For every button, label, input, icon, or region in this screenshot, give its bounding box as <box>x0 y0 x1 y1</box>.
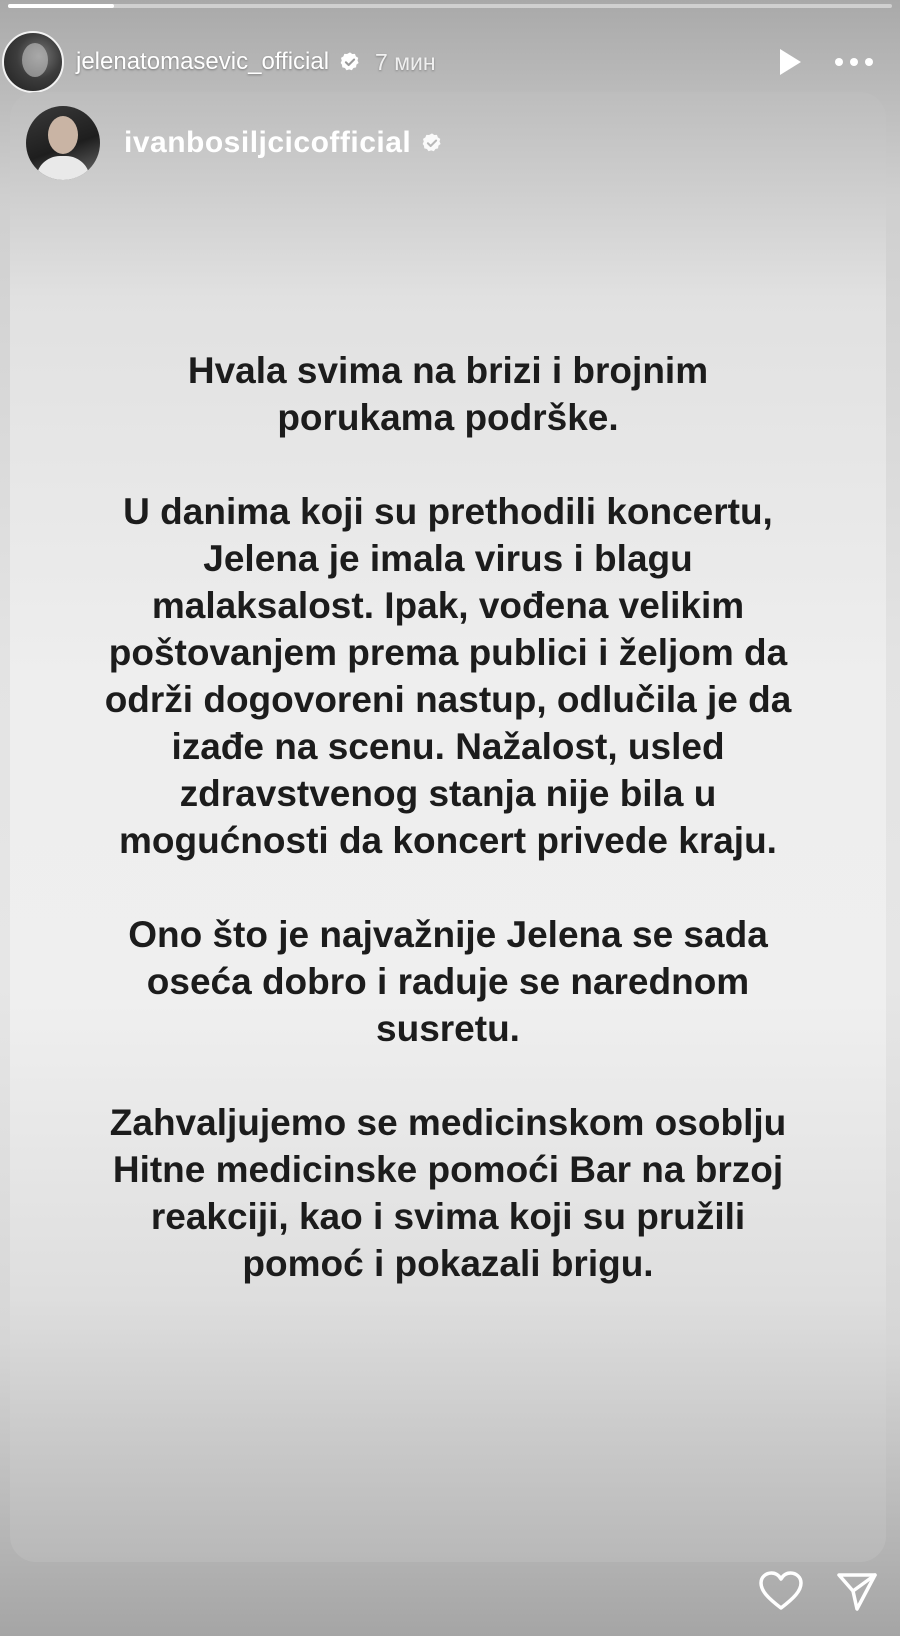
message-line: susretu. <box>376 1008 520 1049</box>
shared-author-username[interactable]: ivanbosiljcicofficial <box>124 126 412 159</box>
message-paragraph <box>10 347 886 441</box>
message-line: poštovanjem prema publici i željom da <box>108 632 788 673</box>
more-options-button[interactable] <box>830 44 878 80</box>
message-line: pomoć i pokazali brigu. <box>242 1243 654 1284</box>
message-line: zdravstvenog stanja nije bila u <box>179 773 717 814</box>
message-paragraph <box>10 1099 886 1287</box>
message-line: Hitne medicinske pomoći Bar na brzoj <box>112 1149 784 1190</box>
message-line: Jelena je imala virus i blagu <box>203 538 693 579</box>
message-line: Zahvaljujemo se medicinskom osoblju <box>109 1102 787 1143</box>
shared-post-card[interactable] <box>10 92 886 1562</box>
message-paragraph <box>10 488 886 864</box>
shared-post-text <box>10 347 886 1287</box>
shared-author-avatar[interactable] <box>26 106 100 180</box>
message-line: mogućnosti da koncert privede kraju. <box>119 820 777 861</box>
message-paragraph <box>10 911 886 1052</box>
message-line: Hvala svima na brizi i brojnim <box>187 350 709 391</box>
play-button[interactable] <box>774 44 806 80</box>
message-line: oseća dobro i raduje se narednom <box>146 961 750 1002</box>
story-progress-bar <box>8 4 892 8</box>
share-button[interactable] <box>830 1564 884 1618</box>
post-time: 7 мин <box>375 48 436 75</box>
send-icon <box>835 1569 879 1613</box>
message-line: reakciji, kao i svima koji su pružili <box>150 1196 746 1237</box>
heart-icon <box>758 1570 804 1612</box>
story-header <box>0 28 900 96</box>
author-username[interactable]: jelenatomasevic_official <box>76 48 330 75</box>
more-options-icon <box>834 57 874 67</box>
author-avatar[interactable] <box>2 31 64 93</box>
story-progress-fill <box>8 4 114 8</box>
message-line: izađe na scenu. Nažalost, usled <box>171 726 725 767</box>
verified-badge-icon <box>339 51 361 73</box>
verified-badge-icon <box>421 132 443 154</box>
message-line: U danima koji su prethodili koncertu, <box>123 491 773 532</box>
play-icon <box>777 47 803 77</box>
like-button[interactable] <box>754 1564 808 1618</box>
message-line: Ono što je najvažnije Jelena se sada <box>128 914 768 955</box>
message-line: porukama podrške. <box>277 397 619 438</box>
message-line: malaksalost. Ipak, vođena velikim <box>151 585 745 626</box>
shared-post-header[interactable] <box>26 106 443 180</box>
story-actions <box>754 1564 884 1618</box>
message-line: održi dogovoreni nastup, odlučila je da <box>104 679 792 720</box>
